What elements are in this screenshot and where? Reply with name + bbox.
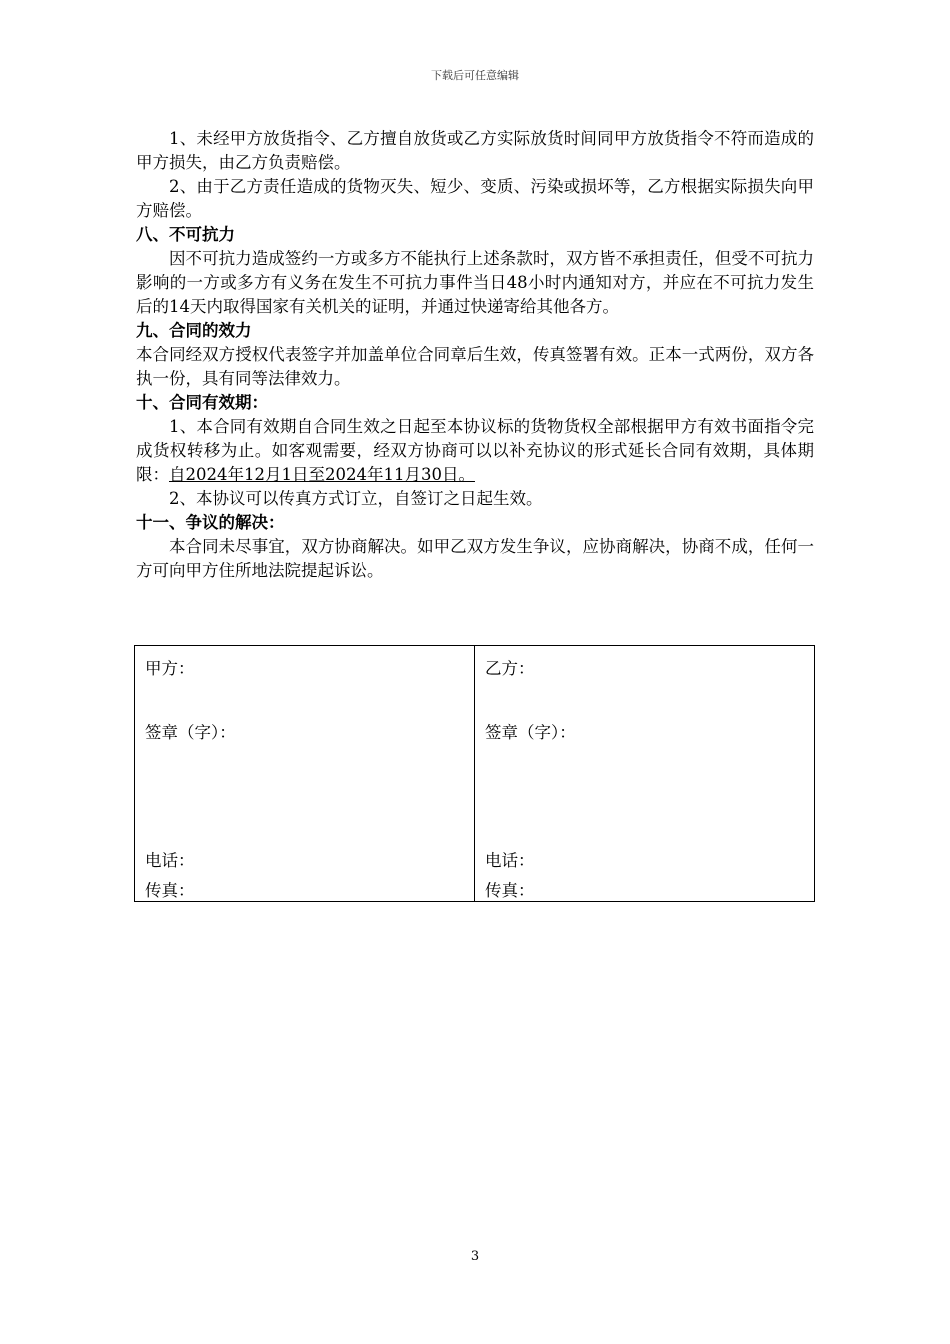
section-heading-9: 九、合同的效力 — [136, 321, 252, 340]
page-header: 下载后可任意编辑 — [431, 69, 519, 82]
signature-table — [134, 645, 815, 902]
party-a-phone: 电话： — [145, 851, 195, 870]
validity-item-2: 2、本协议可以传真方式订立，自签订之日起生效。 — [169, 489, 543, 508]
clause-7-item-1: 1、未经甲方放货指令、乙方擅自放货或乙方实际放货时间同甲方放货指令不符而造成的甲方损失，由乙方负责赔偿。 — [136, 129, 814, 172]
party-b-label: 乙方： — [485, 659, 535, 678]
force-majeure-text: 因不可抗力造成签约一方或多方不能执行上述条款时，双方皆不承担责任，但受不可抗力影响的一方或多方有义务在发生不可抗力事件当日48小时内通知对方，并应在不可抗力发生后的14天内取得国家有关机关的证明，并通过快递寄给其他各方。 — [136, 249, 814, 316]
party-a-label: 甲方： — [145, 659, 195, 678]
section-heading-8: 八、不可抗力 — [136, 225, 235, 244]
section-heading-10: 十、合同有效期： — [136, 393, 268, 412]
party-a-seal: 签章（字）： — [145, 723, 236, 742]
party-b-phone: 电话： — [485, 851, 535, 870]
party-a-cell — [135, 646, 475, 902]
contract-body — [136, 127, 814, 583]
dispute-text: 本合同未尽事宜，双方协商解决。如甲乙双方发生争议，应协商解决，协商不成，任何一方可向甲方住所地法院提起诉讼。 — [136, 537, 814, 580]
party-b-seal: 签章（字）： — [485, 723, 576, 742]
page-number: 3 — [470, 1249, 480, 1264]
clause-7-item-2: 2、由于乙方责任造成的货物灭失、短少、变质、污染或损坏等，乙方根据实际损失向甲方赔偿。 — [136, 177, 814, 220]
party-b-fax: 传真： — [485, 881, 535, 900]
section-heading-11: 十一、争议的解决： — [136, 513, 285, 532]
party-b-cell — [475, 646, 815, 902]
validity-period: 自2024年12月1日至2024年11月30日。 — [169, 465, 475, 484]
validity-item-1-text: 1、本合同有效期自合同生效之日起至本协议标的货物货权全部根据甲方有效书面指令完成货权转移为止。如客观需要，经双方协商可以以补充协议的形式延长合同有效期，具体期限： — [136, 417, 814, 484]
contract-effect-text: 本合同经双方授权代表签字并加盖单位合同章后生效，传真签署有效。正本一式两份，双方各执一份，具有同等法律效力。 — [136, 345, 814, 388]
party-a-fax: 传真： — [145, 881, 195, 900]
validity-item-1 — [136, 415, 814, 487]
